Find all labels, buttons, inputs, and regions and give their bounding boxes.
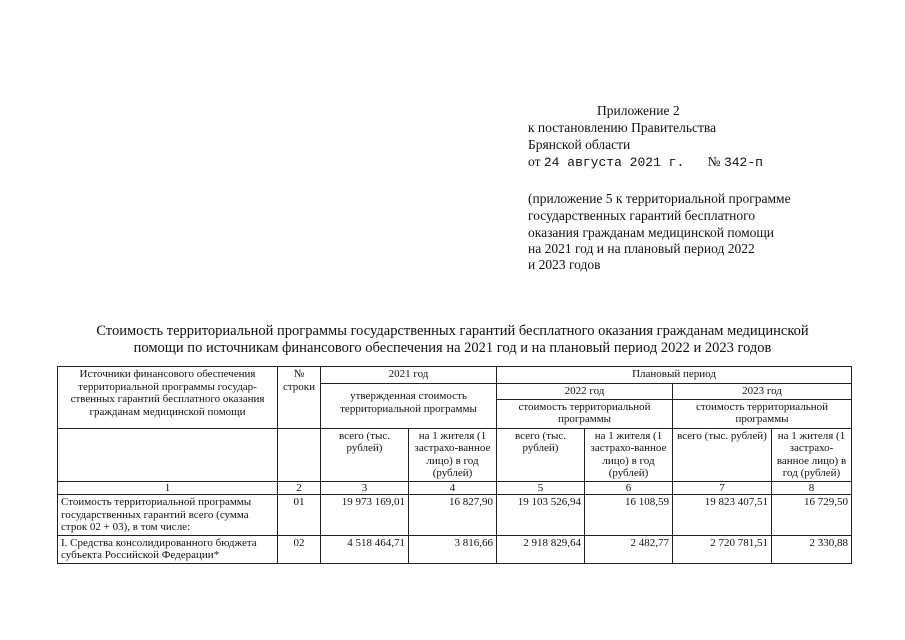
note-line-1: (приложение 5 к территориальной программе — [528, 191, 791, 206]
region-line: Брянской области — [528, 137, 631, 152]
column-index: 7 — [673, 481, 772, 495]
row-label: I. Средства консолидированного бюджета субъекта Российской Федерации* — [58, 535, 278, 563]
note-line-5: и 2023 годов — [528, 257, 601, 272]
total-2023-header: всего (тыс. рублей) — [673, 428, 772, 481]
value-2023-per-capita: 16 729,50 — [772, 495, 852, 536]
header-empty-cell — [278, 428, 321, 481]
number-value: 342-п — [723, 155, 763, 170]
value-2021-per-capita: 16 827,90 — [409, 495, 497, 536]
date-prefix: от — [528, 154, 541, 169]
col-source-header: Источники финансового обеспечения территориальной программы государ-ственных гарантий бесплатного оказания гражданам медицинской помощи — [58, 367, 278, 429]
col-row-no-header: № строки — [278, 367, 321, 429]
header-row-1 — [58, 367, 852, 384]
resolution-line: к постановлению Правительства — [528, 120, 717, 135]
date-value: 24 августа 2021 г. — [543, 155, 685, 170]
note-line-2: государственных гарантий бесплатного — [528, 208, 756, 223]
per-capita-2023-header: на 1 жителя (1 застрахо-ванное лицо) в год (рублей) — [772, 428, 852, 481]
header-empty-cell — [58, 428, 278, 481]
date-number-line — [528, 154, 763, 171]
total-2022-header: всего (тыс. рублей) — [497, 428, 585, 481]
number-sign: № — [707, 154, 721, 169]
per-capita-2021-header: на 1 жителя (1 застрахо-ванное лицо) в год (рублей) — [409, 428, 497, 481]
year-2022-header: 2022 год — [497, 384, 673, 400]
year-2023-header: 2023 год — [673, 384, 852, 400]
program-cost-2022-header: стоимость территориальной программы — [497, 399, 673, 428]
value-2021-total: 19 973 169,01 — [321, 495, 409, 536]
value-2023-total: 19 823 407,51 — [673, 495, 772, 536]
column-index: 4 — [409, 481, 497, 495]
value-2021-total: 4 518 464,71 — [321, 535, 409, 563]
value-2021-per-capita: 3 816,66 — [409, 535, 497, 563]
column-index-row — [58, 481, 852, 495]
table-row — [58, 535, 852, 563]
planned-period-header: Плановый период — [497, 367, 852, 384]
column-index: 8 — [772, 481, 852, 495]
row-code: 01 — [278, 495, 321, 536]
appendix-title: Приложение 2 — [597, 103, 680, 118]
column-index: 3 — [321, 481, 409, 495]
year-2021-header: 2021 год — [321, 367, 497, 384]
value-2023-total: 2 720 781,51 — [673, 535, 772, 563]
note-line-4: на 2021 год и на плановый период 2022 — [528, 241, 755, 256]
financing-table — [57, 366, 852, 564]
total-2021-header: всего (тыс. рублей) — [321, 428, 409, 481]
program-cost-2023-header: стоимость территориальной программы — [673, 399, 852, 428]
per-capita-2022-header: на 1 жителя (1 застрахо-ванное лицо) в год (рублей) — [585, 428, 673, 481]
value-2022-total: 19 103 526,94 — [497, 495, 585, 536]
column-index: 2 — [278, 481, 321, 495]
header-row-4 — [58, 428, 852, 481]
value-2023-per-capita: 2 330,88 — [772, 535, 852, 563]
document-title-line-1: Стоимость территориальной программы государственных гарантий бесплатного оказания гражданам медицинской — [96, 323, 809, 339]
row-label: Стоимость территориальной программы государственных гарантий всего (сумма строк 02 + 03), в том числе: — [58, 495, 278, 536]
note-line-3: оказания гражданам медицинской помощи — [528, 225, 775, 240]
table-row — [58, 495, 852, 536]
column-index: 5 — [497, 481, 585, 495]
column-index: 6 — [585, 481, 673, 495]
value-2022-total: 2 918 829,64 — [497, 535, 585, 563]
document-title-line-2: помощи по источникам финансового обеспечения на 2021 год и на плановый период 2022 и 2023 годов — [133, 340, 772, 356]
row-code: 02 — [278, 535, 321, 563]
value-2022-per-capita: 16 108,59 — [585, 495, 673, 536]
column-index: 1 — [58, 481, 278, 495]
value-2022-per-capita: 2 482,77 — [585, 535, 673, 563]
approved-cost-header: утвержденная стоимость территориальной программы — [321, 384, 497, 429]
